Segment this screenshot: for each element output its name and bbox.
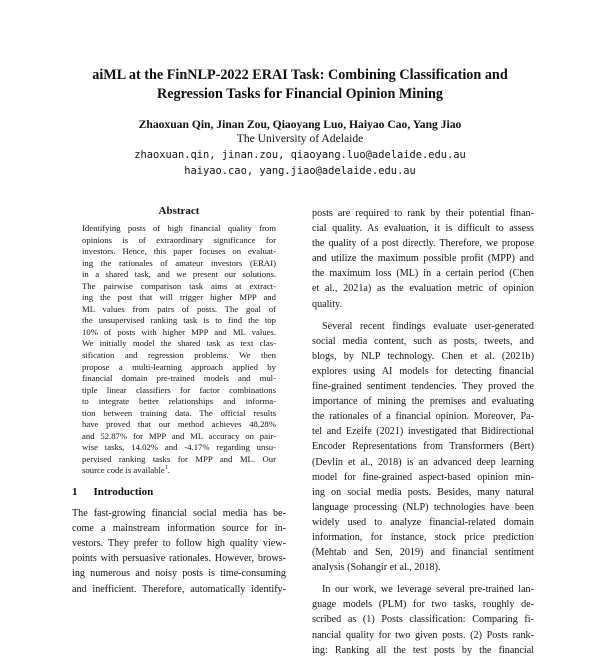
abstract-line: have proved that our method achieves 48.28% [82, 419, 276, 430]
body-line: fine-grained sentiment tendencies. They proved the [312, 381, 534, 393]
paragraph-gap [312, 575, 534, 582]
email-line-2: haiyao.cao, yang.jiao@adelaide.edu.au [184, 164, 416, 177]
body-line: the maximum loss (ML) in a certain period (Chen [312, 268, 534, 280]
body-line: the rationales of a financial opinion. Moreover, Pa- [312, 411, 534, 423]
body-line: quality. [312, 298, 342, 310]
abstract-heading: Abstract [158, 205, 200, 217]
body-line: et al., 2021a) as the evaluation metric of opinion [312, 283, 534, 295]
abstract-line: 10% of posts with higher MPP and ML values. [82, 326, 276, 337]
affiliation: The University of Adelaide [236, 132, 364, 145]
body-line: guage models (PLM) for two tasks, roughly de- [312, 599, 534, 611]
body-line: tel and Ezeife (2021) investigated that Bidirectional [312, 426, 534, 438]
body-line: points with persuasive rationales. However, brows- [72, 553, 286, 565]
abstract-line: ing the post that will trigger higher MPP and [82, 292, 276, 303]
abstract-line: sification and regression problems. We then [82, 350, 276, 361]
body-line: the quality of a post directly. Therefore, we propose [312, 238, 534, 250]
abstract-line: wise tasks, 14.02% and -4.17% regarding unsu- [82, 442, 276, 453]
right-column [312, 206, 534, 658]
body-line: ing: Ranking all the test posts by the financial [312, 644, 534, 656]
body-line: nancial quality for two given posts. (2) Posts rank- [312, 629, 534, 641]
abstract-line: in a shared task, and we present our solutions. [82, 269, 276, 280]
abstract-line: ML values from pairs of posts. The goal of [82, 303, 276, 314]
body-line: and inefficient. Therefore, automatically identify- [72, 583, 286, 595]
body-line: ing on social media posts. Besides, many natural [312, 486, 534, 498]
body-line: In our work, we leverage several pre-trained lan- [322, 584, 534, 596]
body-line: ing numerous and noisy posts is time-consuming [72, 568, 286, 580]
abstract-line: to integrate better relationships and informa- [82, 396, 276, 407]
body-line: Several recent findings evaluate user-generated [322, 320, 534, 332]
abstract-line: The pairwise comparison task aims at extract- [82, 280, 276, 291]
abstract-line: financial domain pre-trained models and mul- [82, 373, 276, 384]
section-heading-introduction [72, 486, 286, 498]
section-title: Introduction [93, 486, 154, 499]
body-line: importance of mining the premises and evaluating [312, 396, 534, 408]
abstract-last-line [82, 465, 276, 477]
abstract-line: tiple linear classifiers for factor combinations [82, 384, 276, 395]
abstract-line: pervised ranking tasks for MPP and ML. Our [82, 453, 276, 464]
abstract-line: We initially model the shared task as text clas- [82, 338, 276, 349]
body-line: information, for instance, stock price prediction [312, 531, 534, 543]
body-line: social media content, such as posts, tweets, and [312, 335, 534, 347]
footnote-marker: 1 [164, 465, 168, 472]
email-line-1: zhaoxuan.qin, jinan.zou, qiaoyang.luo@adelaide.edu.au [134, 149, 466, 161]
body-line: scribed as (1) Posts classification: Comparing fi- [312, 614, 534, 626]
abstract-line-text: source code is available [82, 465, 165, 476]
body-line: The fast-growing financial social media has be- [72, 508, 286, 520]
body-line: language processing (NLP) technologies have been [312, 501, 534, 513]
body-line: analysis (Sohangir et al., 2018). [312, 562, 441, 574]
body-line: blogs, by NLP technology. Chen et al. (2021b) [312, 350, 534, 362]
abstract-line: propose a multi-learning approach applied by [82, 361, 276, 372]
body-line: come a mainstream information source for in- [72, 523, 286, 535]
left-column [72, 200, 286, 597]
abstract-line: opinions is of extraordinary significance for [82, 234, 276, 245]
abstract-line: tion between training data. The official results [82, 407, 276, 418]
body-line: (Devlin et al., 2018) is an advanced deep learning [312, 456, 534, 468]
abstract-line: ing the rationales of amateur investors (ERAI) [82, 257, 276, 268]
paper-title [40, 66, 560, 104]
author-emails [40, 148, 560, 179]
body-line: cial quality. As evaluation, it is difficult to assess [312, 223, 534, 235]
body-line: model for fine-grained aspect-based opinion min- [312, 471, 534, 483]
paragraph-2 [312, 319, 534, 576]
abstract-line: investors. Hence, this paper focuses on evaluat- [82, 246, 276, 257]
body-line: vestors. They prefer to follow high quality view- [72, 538, 286, 550]
body-line: widely used to analyze financial-related domain [312, 516, 534, 528]
abstract-line: the unsupervised ranking task is to find the top [82, 315, 276, 326]
paragraph-1 [312, 206, 534, 312]
title-line-2: Regression Tasks for Financial Opinion Mining [156, 86, 444, 102]
abstract-period: . [167, 465, 170, 476]
abstract-line: and 52.87% for MPP and ML accuracy on pair- [82, 430, 276, 441]
abstract-line: Identifying posts of high financial quality from [82, 223, 276, 233]
body-line: Encoder Representations from Transformers (Bert) [312, 441, 534, 453]
introduction-body [72, 506, 286, 597]
section-number: 1 [72, 486, 78, 499]
paragraph-gap [312, 312, 534, 319]
body-line: explores using AI models for detecting financial [312, 365, 534, 377]
body-line: posts are required to rank by their potential finan- [312, 208, 534, 219]
abstract-body [72, 223, 286, 477]
author-list: Zhaoxuan Qin, Jinan Zou, Qiaoyang Luo, Haiyao Cao, Yang Jiao [138, 118, 462, 131]
paragraph-3 [312, 582, 534, 657]
body-line: (Mehtab and Sen, 2019) and financial sentiment [312, 547, 534, 559]
body-line: and utilize the maximum possible profit (MPP) and [312, 253, 534, 265]
title-line-1: aiML at the FinNLP-2022 ERAI Task: Combining Classification and [92, 67, 508, 83]
